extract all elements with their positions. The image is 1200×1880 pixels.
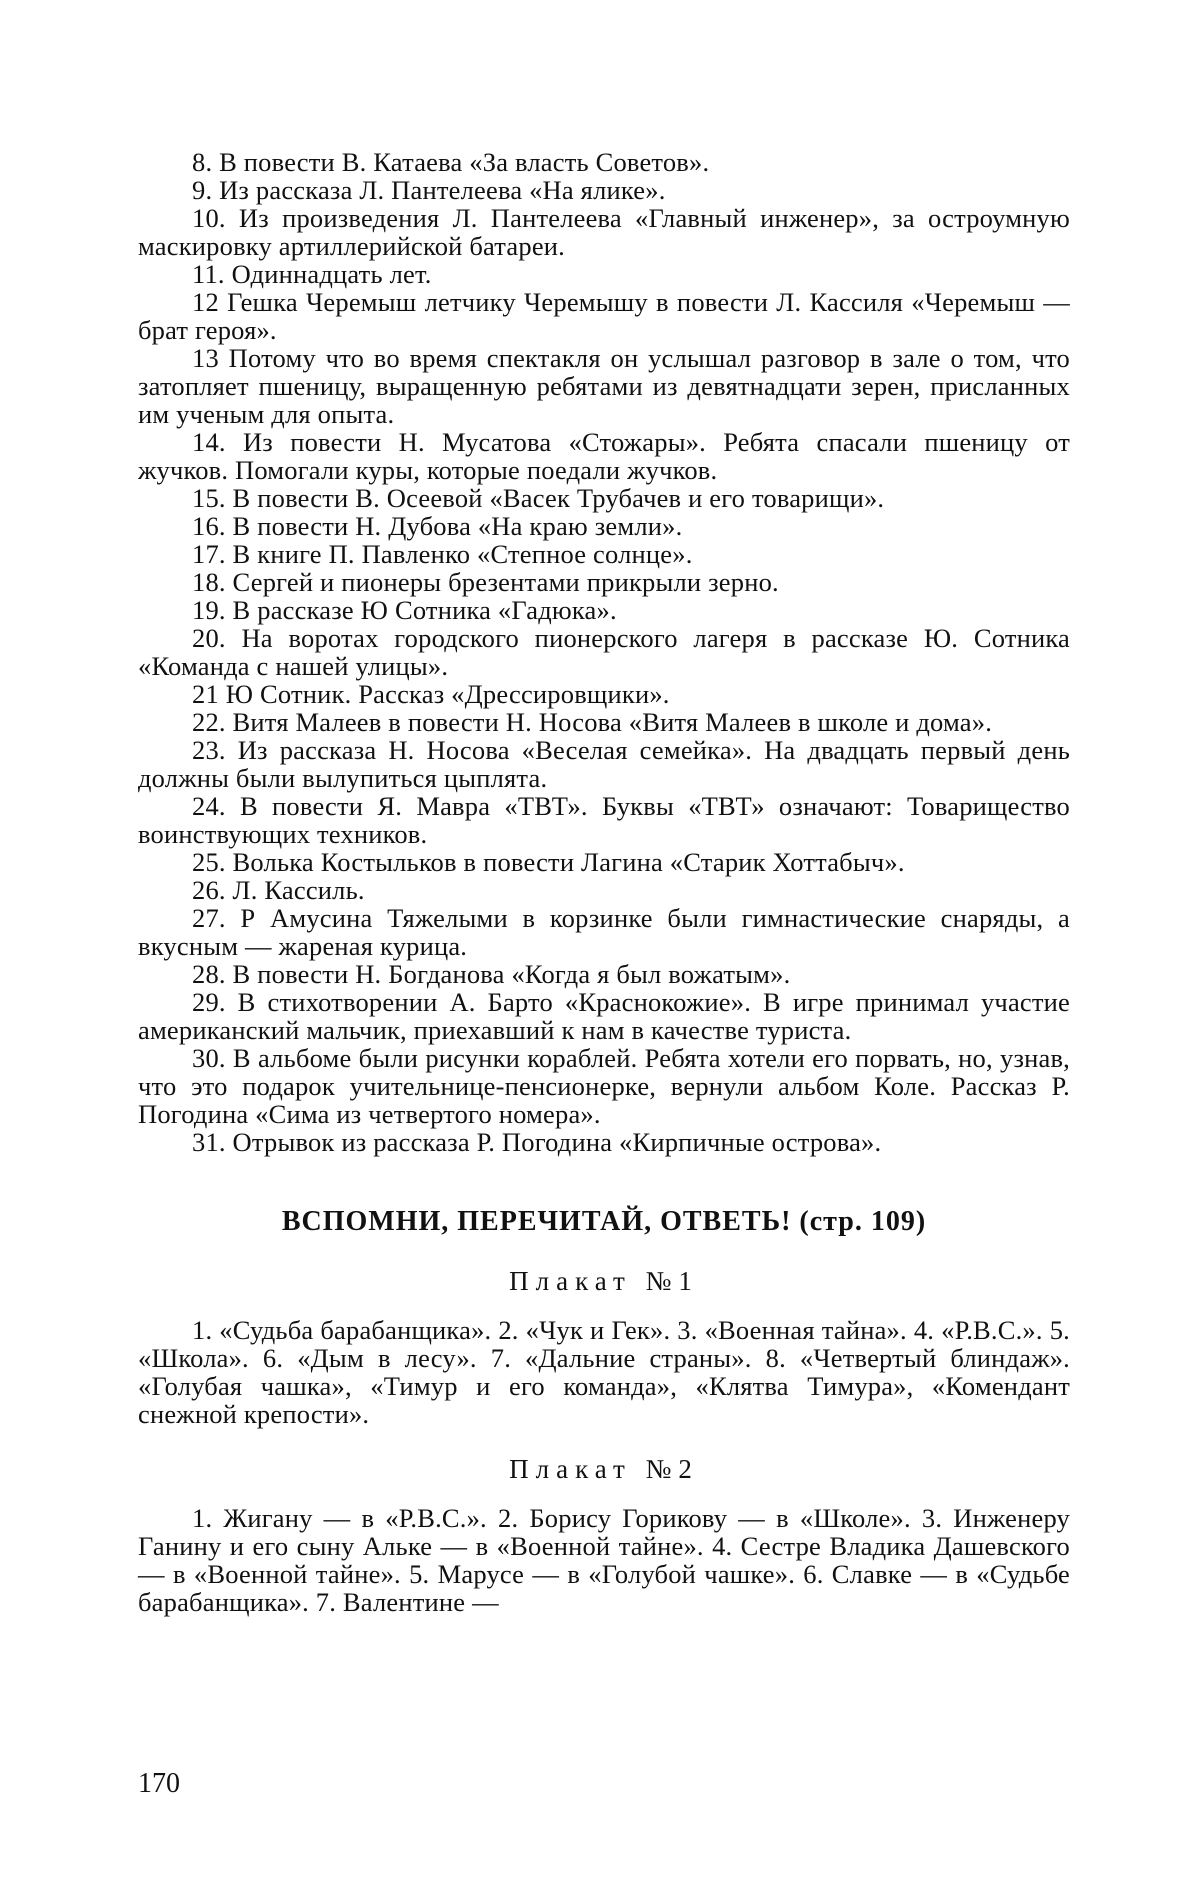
answer-item: 31. Отрывок из рассказа Р. Погодина «Кирпичные острова». bbox=[192, 1127, 882, 1157]
answer-item: 21 Ю Сотник. Рассказ «Дрессировщики». bbox=[192, 679, 670, 709]
answer-item: 23. Из рассказа Н. Носова «Веселая семейка». На двадцать первый день должны были вылупиться цыплята. bbox=[138, 735, 1070, 793]
answer-item: 8. В повести В. Катаева «За власть Советов». bbox=[192, 147, 710, 177]
answer-item: 12 Гешка Черемыш летчику Черемышу в повести Л. Кассиля «Черемыш — брат героя». bbox=[138, 287, 1070, 345]
poster-2-text: 1. Жигану — в «Р.В.С.». 2. Борису Горикову — в «Школе». 3. Инженеру Ганину и его сыну Альке — в «Военной тайне». 4. Сестре Владика Дашевского — в «Военной тайне». 5. Марусе — в «Голубой чашке». 6. Славке — в «Судьбе барабанщика». 7. Валентине — bbox=[138, 1503, 1070, 1617]
answer-item: 9. Из рассказа Л. Пантелеева «На ялике». bbox=[192, 175, 666, 205]
poster-2-title: Плакат №2 bbox=[509, 1454, 699, 1484]
answer-item: 11. Одиннадцать лет. bbox=[192, 259, 432, 289]
page-body bbox=[138, 148, 1070, 1616]
section-heading: ВСПОМНИ, ПЕРЕЧИТАЙ, ОТВЕТЬ! (стр. 109) bbox=[281, 1206, 927, 1237]
answers-list bbox=[138, 148, 1070, 1156]
answer-item: 26. Л. Кассиль. bbox=[192, 875, 365, 905]
answer-item: 30. В альбоме были рисунки кораблей. Ребята хотели его порвать, но, узнав, что это подарок учительнице-пенсионерке, вернули альбом Коле. Рассказ Р. Погодина «Сима из четвертого номера». bbox=[138, 1043, 1070, 1129]
answer-item: 28. В повести Н. Богданова «Когда я был вожатым». bbox=[192, 959, 791, 989]
answer-item: 15. В повести В. Осеевой «Васек Трубачев и его товарищи». bbox=[192, 483, 885, 513]
answer-item: 20. На воротах городского пионерского лагеря в рассказе Ю. Сотника «Команда с нашей улицы». bbox=[138, 623, 1070, 681]
answer-item: 22. Витя Малеев в повести Н. Носова «Витя Малеев в школе и дома». bbox=[192, 707, 993, 737]
answer-item: 18. Сергей и пионеры брезентами прикрыли зерно. bbox=[192, 567, 779, 597]
answer-item: 29. В стихотворении А. Барто «Краснокожие». В игре принимал участие американский мальчик, приехавший к нам в качестве туриста. bbox=[138, 987, 1070, 1045]
answer-item: 14. Из повести Н. Мусатова «Стожары». Ребята спасали пшеницу от жучков. Помогали куры, которые поедали жучков. bbox=[138, 427, 1070, 485]
answer-item: 19. В рассказе Ю Сотника «Гадюка». bbox=[192, 595, 617, 625]
answer-item: 13 Потому что во время спектакля он услышал разговор в зале о том, что затопляет пшеницу, выращенную ребятами из девятнадцати зерен, присланных им ученым для опыта. bbox=[138, 343, 1070, 429]
poster-1-title: Плакат №1 bbox=[509, 1266, 699, 1296]
poster-2-section bbox=[138, 1452, 1070, 1616]
answer-item: 10. Из произведения Л. Пантелеева «Главный инженер», за остроумную маскировку артиллерийской батареи. bbox=[138, 203, 1070, 261]
answer-item: 16. В повести Н. Дубова «На краю земли». bbox=[192, 511, 683, 541]
answer-item: 24. В повести Я. Мавра «ТВТ». Буквы «ТВТ» означают: Товарищество воинствующих техников. bbox=[138, 791, 1070, 849]
answer-item: 25. Волька Костыльков в повести Лагина «Старик Хоттабыч». bbox=[192, 847, 905, 877]
poster-1-section bbox=[138, 1264, 1070, 1428]
answer-item: 17. В книге П. Павленко «Степное солнце». bbox=[192, 539, 693, 569]
poster-1-text: 1. «Судьба барабанщика». 2. «Чук и Гек». 3. «Военная тайна». 4. «Р.В.С.». 5. «Школа». 6. «Дым в лесу». 7. «Дальние страны». 8. «Четвертый блиндаж». «Голубая чашка», «Тимур и его команда», «Клятва Тимура», «Комендант снежной крепости». bbox=[138, 1315, 1070, 1429]
page-number: 170 bbox=[138, 1768, 180, 1799]
answer-item: 27. Р Амусина Тяжелыми в корзинке были гимнастические снаряды, а вкусным — жареная курица. bbox=[138, 903, 1070, 961]
